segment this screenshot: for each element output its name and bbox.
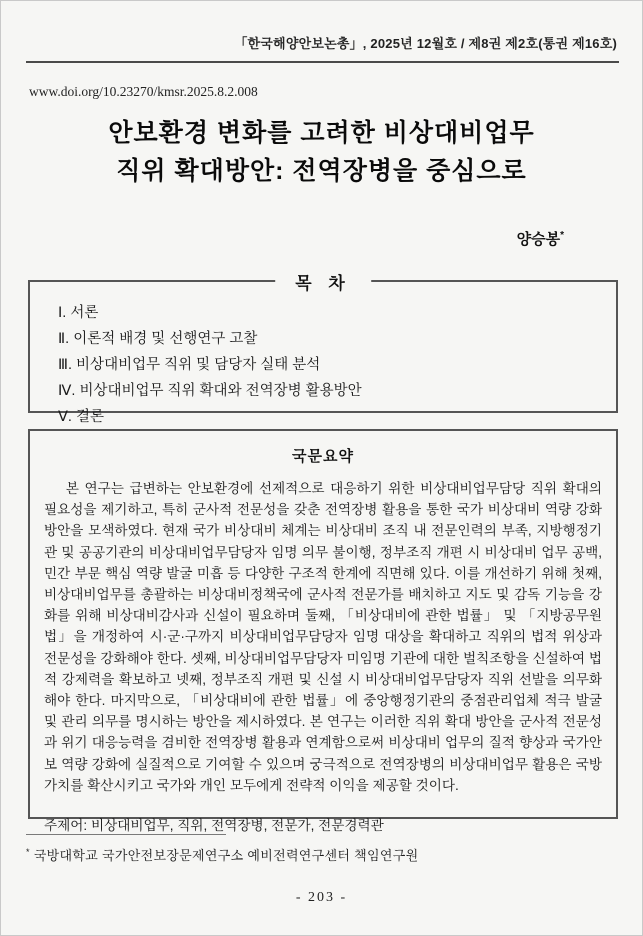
footnote-divider [26,834,226,835]
toc-item-2: Ⅱ. 이론적 배경 및 선행연구 고찰 [58,331,258,347]
author-footnote-mark: * [560,230,564,241]
toc-box [28,274,618,425]
paper-title [1,114,642,190]
toc-item-3: Ⅲ. 비상대비업무 직위 및 담당자 실태 분석 [58,357,321,373]
abstract-body: 본 연구는 급변하는 안보환경에 선제적으로 대응하기 위한 비상대비업무담당 직위 확대의 필요성을 제기하고, 특히 군사적 전문성을 갖춘 전역장병 활용을 통한 국가 비상대비 역량 강화 방안을 모색하였다. 현재 국가 비상대비 체계는 비상대비 조직 내 전문인력의 부족, 지방행정기관 및 공공기관의 비상대비업무담당자 임명 의무 불이행, 정부조직 개편 시 비상대비 업무 공백, 민간 부문 핵심 역량 발굴 미흡 등 다양한 구조적 한계에 직면해 있다. 이를 개선하기 위해 첫째, 비상대비업무를 총괄하는 비상대비정책국에 군사적 전문가를 배치하고 지도 및 감독 기능을 강화를 위해 비상대비감사과 신설이 필요하며 둘째, 「비상대비에 관한 법률」 및 「지방공무원법」을 개정하여 시·군·구까지 비상대비업무담당자 임명 대상을 확대하고 직위의 법적 위상과 전문성을 강화해야 한다. 셋째, 비상대비업무담당자 미임명 기관에 대한 벌칙조항을 신설하여 법적 강제력을 확보하고 넷째, 정부조직 개편 및 신설 시 비상대비업무담당자 직위 선발을 의무화해야 한다. 마지막으로, 「비상대비에 관한 법률」에 중앙행정기관의 중점관리업체 적극 발굴 및 관리 의무를 명시하는 방안을 제시하였다. 본 연구는 이러한 직위 확대 방안을 군사적 전문성과 위기 대응능력을 겸비한 전역장병 활용과 연계함으로써 비상대비 업무의 질적 향상과 국가안보 역량 강화에 실질적으로 기여할 수 있으며 궁극적으로 전역장병의 비상대비업무 활용은 국방 가치를 확산시키고 국가와 개인 모두에게 전략적 이익을 제공할 것이다. [44,481,602,793]
abstract-box [28,429,618,834]
header-divider [26,61,619,63]
page-number: - 203 - [295,890,348,905]
toc-item-5: Ⅴ. 결론 [58,409,104,425]
doi-text: www.doi.org/10.23270/kmsr.2025.8.2.008 [29,84,258,99]
author-name: 양승봉* [516,230,564,248]
footnote-mark: * [26,846,30,857]
paper-title-line1: 안보환경 변화를 고려한 비상대비업무 [108,119,535,147]
footnote: * 국방대학교 국가안전보장문제연구소 예비전력연구센터 책임연구원 [26,846,419,863]
keywords-line: 주제어: 비상대비업무, 직위, 전역장병, 전문가, 전문경력관 [44,818,384,834]
paper-title-line2: 직위 확대방안: 전역장병을 중심으로 [116,157,527,185]
journal-citation: 「한국해양안보논총」, 2025년 12월호 / 제8권 제2호(통권 제16호) [234,36,617,51]
toc-item-1: Ⅰ. 서론 [58,305,99,321]
toc-item-4: Ⅳ. 비상대비업무 직위 확대와 전역장병 활용방안 [58,383,362,399]
toc-list [58,300,616,430]
abstract-title: 국문요약 [292,448,354,465]
toc-title: 목 차 [275,269,371,294]
